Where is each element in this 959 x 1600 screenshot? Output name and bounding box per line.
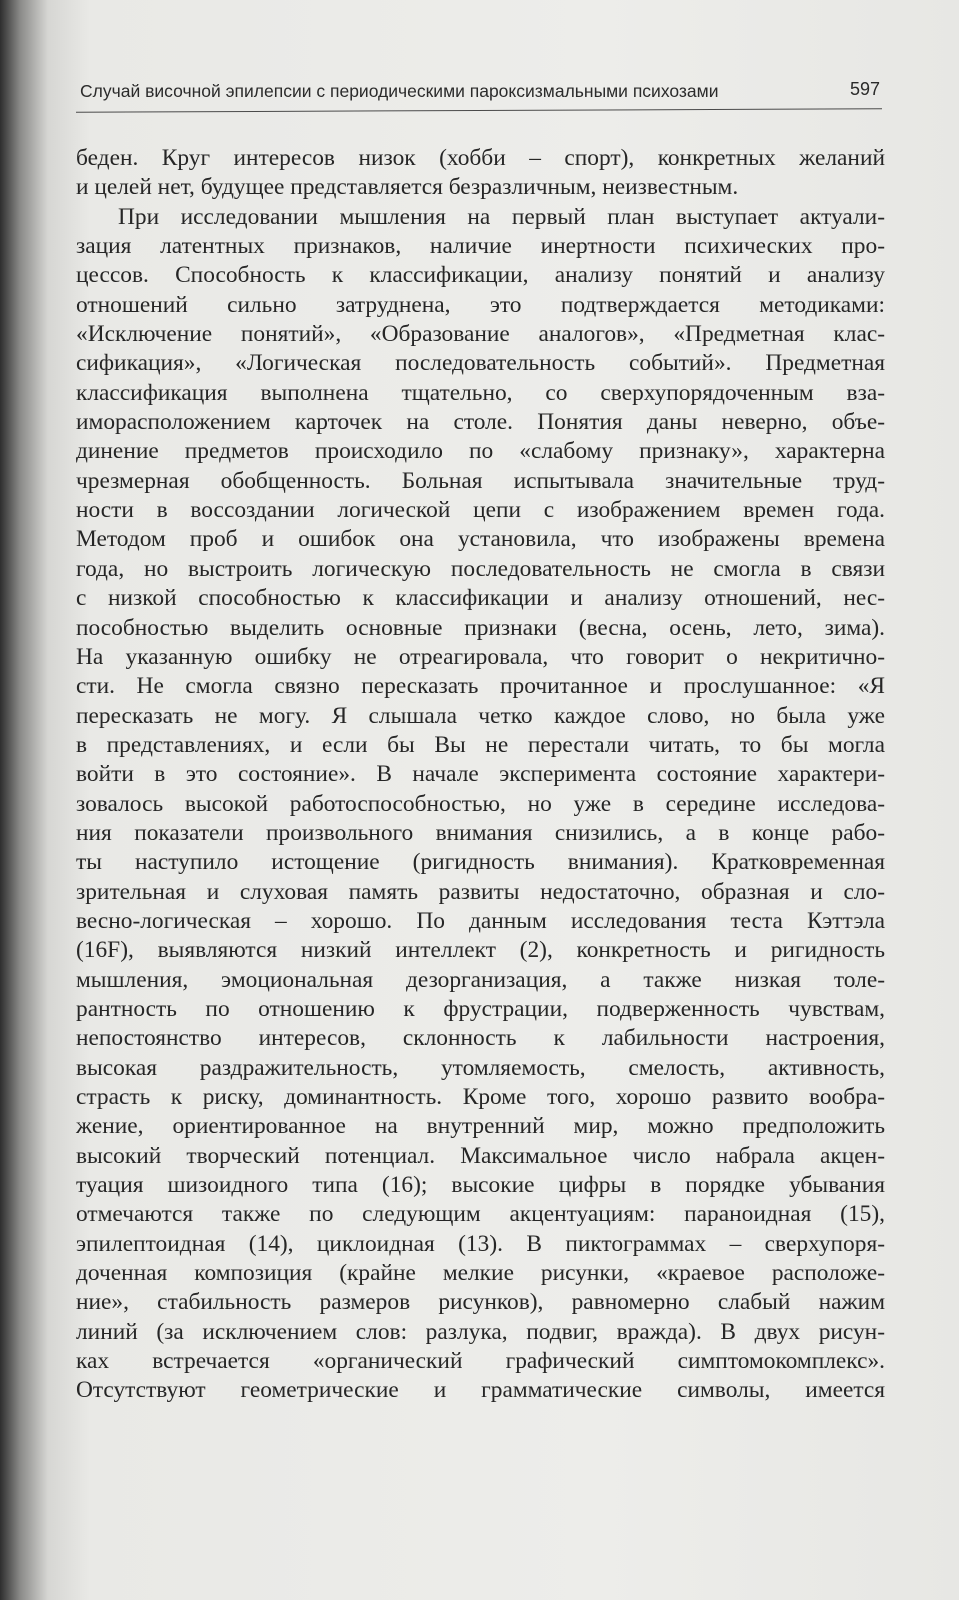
text-line: На указанную ошибку не отреагировала, что говорит о некритично-	[76, 643, 885, 670]
text-line: туация шизоидного типа (16); высокие цифры в порядке убывания	[76, 1172, 885, 1199]
text-line: непостоянство интересов, склонность к лабильности настроения,	[76, 1025, 885, 1052]
text-line: отмечаются также по следующим акцентуациям: параноидная (15),	[76, 1201, 885, 1228]
paragraph	[76, 203, 885, 1406]
text-line: в представлениях, и если бы Вы не перестали читать, то бы могла	[76, 731, 885, 758]
text-line: ты наступило истощение (ригидность внимания). Кратковременная	[76, 849, 885, 876]
text-line: высокий творческий потенциал. Максимальное число набрала акцен-	[76, 1142, 885, 1169]
text-line: мышления, эмоциональная дезорганизация, а также низкая толе-	[76, 966, 885, 993]
text-line: сти. Не смогла связно пересказать прочитанное и прослушанное: «Я	[76, 673, 885, 700]
text-line: классификация выполнена тщательно, со сверхупорядоченным вза-	[76, 379, 885, 406]
text-line: ности в воссоздании логической цепи с изображением времен года.	[76, 497, 885, 524]
text-line: Методом проб и ошибок она установила, что изображены времена	[76, 526, 885, 553]
text-line: цессов. Способность к классификации, анализу понятий и анализу	[76, 262, 885, 289]
paragraph	[76, 144, 885, 203]
text-line: линий (за исключением слов: разлука, подвиг, вражда). В двух рисун-	[76, 1318, 885, 1345]
text-line: Отсутствуют геометрические и грамматические символы, имеется	[76, 1377, 885, 1404]
text-line: с низкой способностью к классификации и анализу отношений, нес-	[76, 585, 885, 612]
text-line: ние», стабильность размеров рисунков), равномерно слабый нажим	[76, 1289, 885, 1316]
running-head: Случай височной эпилепсии с периодическими пароксизмальными психозами	[80, 81, 719, 101]
text-line: При исследовании мышления на первый план выступает актуали-	[118, 203, 885, 230]
text-line: и целей нет, будущее представляется безразличным, неизвестным.	[76, 174, 739, 201]
text-line: жение, ориентированное на внутренний мир, можно предположить	[76, 1113, 885, 1140]
text-line: доченная композиция (крайне мелкие рисунки, «краевое расположе-	[76, 1260, 885, 1287]
text-line: «Исключение понятий», «Образование аналогов», «Предметная клас-	[76, 321, 885, 348]
text-line: сификация», «Логическая последовательность событий». Предметная	[76, 350, 885, 377]
text-line: ния показатели произвольного внимания снизились, а в конце рабо-	[76, 819, 885, 846]
text-line: ках встречается «органический графический симптомокомплекс».	[76, 1348, 885, 1375]
text-line: иморасположением карточек на столе. Понятия даны неверно, объе-	[76, 409, 885, 436]
text-line: зрительная и слуховая память развиты недостаточно, образная и сло-	[76, 878, 885, 905]
text-line: весно-логическая – хорошо. По данным исследования теста Кэттэла	[76, 907, 885, 934]
text-line: зация латентных признаков, наличие инертности психических про-	[76, 233, 885, 260]
header-rule	[76, 108, 882, 113]
text-line: пособностью выделить основные признаки (весна, осень, лето, зима).	[76, 614, 885, 641]
text-line: (16F), выявляются низкий интеллект (2), конкретность и ригидность	[76, 937, 885, 964]
text-line: рантность по отношению к фрустрации, подверженность чувствам,	[76, 995, 885, 1022]
text-line: чрезмерная обобщенность. Больная испытывала значительные труд-	[76, 467, 885, 494]
text-line: эпилептоидная (14), циклоидная (13). В пиктограммах – сверхупоря-	[76, 1230, 885, 1257]
page-number: 597	[849, 79, 880, 99]
text-line: отношений сильно затруднена, это подтверждается методиками:	[76, 291, 885, 318]
page-header	[80, 77, 880, 107]
text-line: войти в это состояние». В начале эксперимента состояние характери-	[76, 761, 885, 788]
text-line: беден. Круг интересов низок (хобби – спорт), конкретных желаний	[76, 145, 885, 171]
body-text	[76, 144, 885, 1406]
text-line: пересказать не могу. Я слышала четко каждое слово, но была уже	[76, 702, 885, 729]
text-line: года, но выстроить логическую последовательность не смогла в связи	[76, 555, 885, 582]
text-line: страсть к риску, доминантность. Кроме того, хорошо развито вообра-	[76, 1084, 885, 1110]
text-line: зовалось высокой работоспособностью, но уже в середине исследова-	[76, 790, 885, 817]
text-line: высокая раздражительность, утомляемость, смелость, активность,	[76, 1054, 885, 1081]
text-line: динение предметов происходило по «слабому признаку», характерна	[76, 438, 885, 465]
